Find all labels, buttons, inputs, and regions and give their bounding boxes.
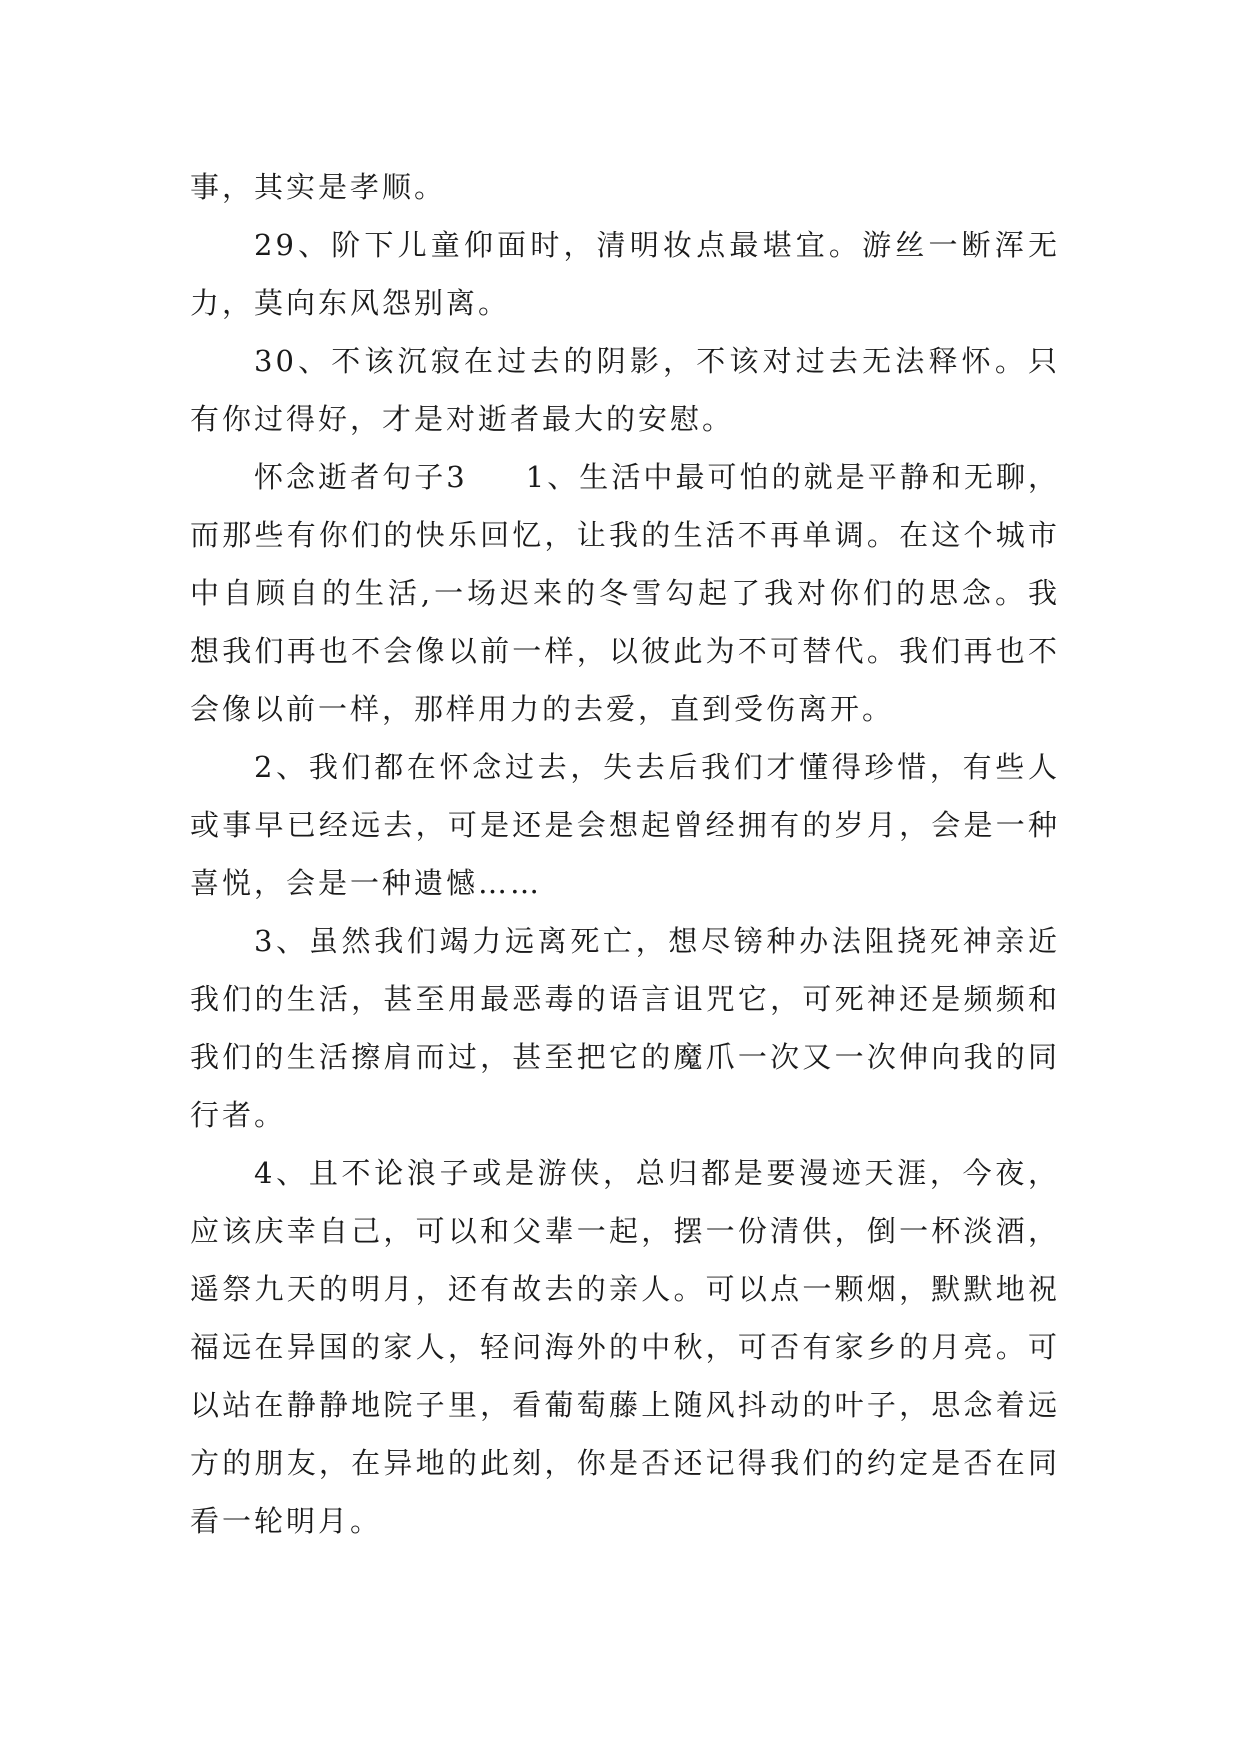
paragraph-section-3 bbox=[190, 448, 1060, 738]
paragraph-continuation: 事，其实是孝顺。 bbox=[190, 170, 447, 204]
document-body bbox=[190, 158, 1060, 1550]
section-first-item: 1、生活中最可怕的就是平静和无聊，而那些有你们的快乐回忆，让我的生活不再单调。在这个城市中自顾自的生活,一场迟来的冬雪勾起了我对你们的思念。我想我们再也不会像以前一样，以彼此为不可替代。我们再也不会像以前一样，那样用力的去爱，直到受伤离开。 bbox=[190, 460, 1060, 726]
paragraph-item-2: 2、我们都在怀念过去，失去后我们才懂得珍惜，有些人或事早已经远去，可是还是会想起曾经拥有的岁月，会是一种喜悦，会是一种遗憾…… bbox=[190, 750, 1060, 900]
paragraph-item-4: 4、且不论浪子或是游侠，总归都是要漫迹天涯，今夜，应该庆幸自己，可以和父辈一起，摆一份清供，倒一杯淡酒，遥祭九天的明月，还有故去的亲人。可以点一颗烟，默默地祝福远在异国的家人，轻问海外的中秋，可否有家乡的月亮。可以站在静静地院子里，看葡萄藤上随风抖动的叶子，思念着远方的朋友，在异地的此刻，你是否还记得我们的约定是否在同看一轮明月。 bbox=[190, 1156, 1060, 1538]
paragraph-item-30: 30、不该沉寂在过去的阴影，不该对过去无法释怀。只有你过得好，才是对逝者最大的安慰。 bbox=[190, 344, 1060, 436]
paragraph-item-29: 29、阶下儿童仰面时，清明妆点最堪宜。游丝一断浑无力，莫向东风怨别离。 bbox=[190, 228, 1060, 320]
section-heading: 怀念逝者句子3 bbox=[254, 460, 468, 494]
paragraph-item-3: 3、虽然我们竭力远离死亡，想尽镑种办法阻挠死神亲近我们的生活，甚至用最恶毒的语言诅咒它，可死神还是频频和我们的生活擦肩而过，甚至把它的魔爪一次又一次伸向我的同行者。 bbox=[190, 924, 1060, 1132]
